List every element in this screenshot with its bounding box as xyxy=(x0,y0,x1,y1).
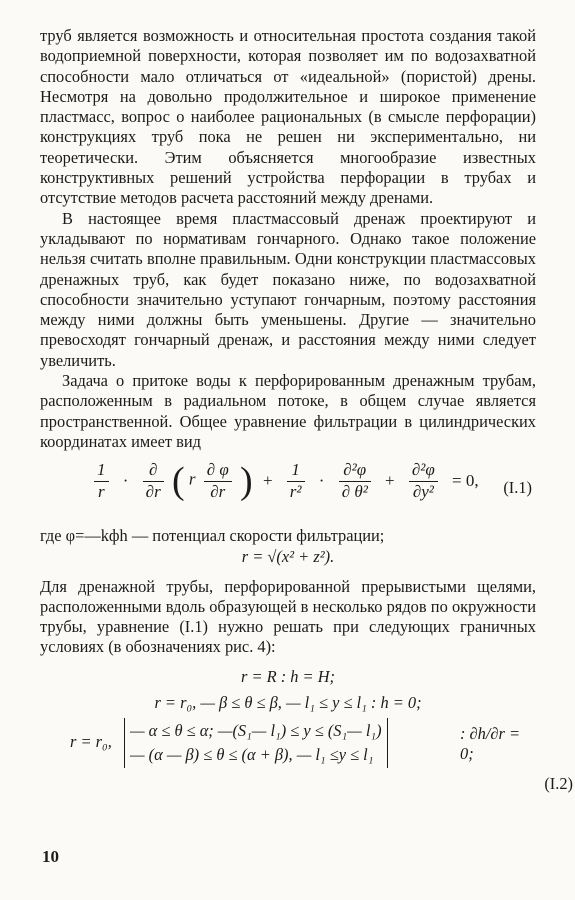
paragraph-2: В настоящее время пластмассовый дренаж проектируют и укладывают по нормативам гончарного. Однако такое положение нельзя считать вполне правильным. Одни конструкции пластмассовых дренажных труб, как будет показано ниже, по водозахватной способности значительно уступают гончарным, поэтому расстояния между ними должны быть уменьшены. Другие — значительно превосходят гончарный дренаж, и расстояния между ними следует увеличить. xyxy=(40,208,536,370)
paren-close: ) xyxy=(240,460,253,503)
body-text xyxy=(40,26,536,772)
bc-abs-bracket xyxy=(124,718,388,768)
plus-op-2: + xyxy=(385,470,395,490)
bc-line-2: r = r₀, — β ≤ θ ≤ β, — l₁ ≤ y ≤ l₁ : h = 0; xyxy=(154,692,422,712)
dot-op: · xyxy=(122,470,129,490)
bc-lhs: r = r₀, xyxy=(70,731,112,751)
paragraph-3: Задача о притоке воды к перфорированным дренажным трубам, расположенным в радиальном потоке, в общем случае является пространственной. Общее уравнение фильтрации в цилиндрических координатах имеет вид xyxy=(40,371,536,451)
r-symbol: r xyxy=(188,469,196,489)
boundary-conditions xyxy=(40,664,536,772)
frac-d-dr: $\frac{\partial}{\partial r}$ xyxy=(143,460,164,502)
frac-1-over-r: $\frac{1}{r}$ xyxy=(94,460,109,502)
frac-dphi-dr: $\frac{\partial \varphi}{\partial r}$ xyxy=(204,460,232,502)
bc-block-3 xyxy=(40,718,536,772)
frac-d2phi-dy2: $\frac{\text{∂²φ}}{\text{∂y²}}$ xyxy=(409,460,438,502)
dot-op-2: · xyxy=(318,470,325,490)
paren-open: ( xyxy=(171,460,185,503)
frac-d2phi-dtheta2: $\frac{\text{∂²φ}}{\text{∂ θ²}}$ xyxy=(339,460,371,502)
equation-i1-body xyxy=(90,460,485,502)
equation-i1 xyxy=(40,460,536,516)
potential-definition: где φ=—kфh — потенциал скорости фильтрации; xyxy=(40,526,385,546)
frac-1-over-r2: $\frac{1}{\text{r²}}$ xyxy=(287,460,305,502)
bc-row-2: — (α — β) ≤ θ ≤ (α + β), — l₁ ≤y ≤ l₁ xyxy=(130,744,374,764)
plus-op: + xyxy=(262,470,273,490)
equals-zero: = 0, xyxy=(452,470,479,490)
paragraph-4: Для дренажной трубы, перфорированной прерывистыми щелями, расположенными вдоль образующей в несколько рядов по окружности трубы, уравнение (I.1) нужно решать при следующих граничных условиях (в обозначениях рис. 4): xyxy=(40,576,536,657)
paragraph-1: труб является возможность и относительная простота создания такой водоприемной поверхности, которая позволяет им по водозахватной способности мало отличаться от «идеальной» (пористой) дрены. Несмотря на довольно продолжительное и широкое применение пластмасс, вопрос о наиболее рациональных (в смысле перфорации) конструкциях труб пока не решен ни экспериментально, ни теоретически. Этим объясняется многообразие известных конструктивных решений устройства перфорации в трубах и отсутствие методов расчета расстояний между дренами. xyxy=(40,26,536,208)
equation-number-i1: (I.1) xyxy=(503,478,532,498)
r-definition: r = √(x² + z²). xyxy=(241,546,335,566)
bc-line-1: r = R : h = H; xyxy=(240,666,336,686)
equation-number-i2: (I.2) xyxy=(544,774,573,793)
bc-rhs: : ∂h/∂r = 0; xyxy=(460,723,521,764)
bc-row-1: — α ≤ θ ≤ α; —(S₁— l₁) ≤ y ≤ (S₁— l₁) xyxy=(130,720,382,740)
page-number: 10 xyxy=(42,847,59,866)
